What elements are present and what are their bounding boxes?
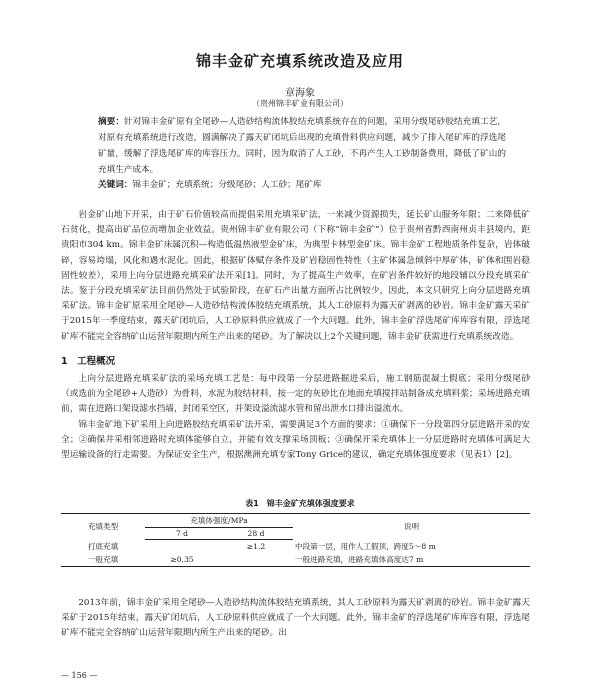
section-heading: 1 工程概况: [61, 356, 116, 367]
keywords-label: 关键词：: [98, 180, 133, 190]
keywords: [98, 178, 506, 192]
table-row: [61, 553, 530, 567]
author-affiliation: （贵州锦丰矿业有限公司）: [252, 99, 348, 108]
table-caption: 表1 锦丰金矿充填体强度要求: [245, 499, 355, 508]
intro-section: [61, 208, 530, 345]
table-cell-7d: [145, 540, 219, 553]
table-header-note: 说明: [293, 514, 530, 540]
table-cell-note: 中段第一层，用作人工假顶，跨度5～8 m: [295, 541, 436, 551]
table-cell-7d: ≥0.35: [145, 553, 219, 567]
page-number: — 156 —: [61, 671, 98, 680]
abstract-label: 摘要：: [98, 117, 125, 127]
table-cell-28d: [219, 553, 293, 567]
body-paragraph: 上向分层进路充填采矿法的采场充填工艺是：每中段第一分层进路掘进采后，施工钢筋混凝土假底；采用分级尾砂（或选前为全尾砂+人造砂）为骨料，水泥为胶结材料，按一定的灰砂比在地面充填搅拌站制备成充填料浆；采场进路充填前，需在进路口架设滤水挡墙，封闭采空区，并架设溢流滤水管和留出泄水口排出溢流水。: [61, 374, 530, 415]
body-paragraph: 锦丰金矿地下矿采用上向进路胶结充填采矿法开采，需要满足3个方面的要求：①确保下一分段第四分层进路开采的安全；②确保井采相邻进路时充填体能够自立，并能有效支撑采场顶板；③确保开采充填体上一分层进路时充填体可满足大型运输设备的行走需要。为保证安全生产，根据澳洲充填专家Tony Grice的建议，确定充填体强度要求（见表1）[2]。: [61, 419, 530, 461]
table-cell-28d: ≥1.2: [246, 541, 266, 551]
table-cell-type: 打底充填: [87, 541, 119, 551]
overview-section: [61, 372, 530, 463]
body-paragraph: 岩金矿山地下开采，由于矿石价值较高而提倡采用充填采矿法，一来减少资源损失，延长矿山服务年限；二来降低矿石贫化，提高出矿品位而增加企业效益。贵州锦丰矿业有限公司（下称“锦丰金矿”）位于贵州省黔西南州贞丰县境内，距贵阳市304 km。锦丰金矿床属沉积—构造低温热液型金矿床，为典型卡林型金矿床。锦丰金矿工程地质条件复杂，岩体破碎，容易垮塌，风化和遇水泥化。因此，根据矿体赋存条件及矿岩稳固性特性（主矿体属急倾斜中厚矿体，矿体和围岩稳固性较差），采用上向分层进路充填采矿法开采[1]。同时，为了提高生产效率，在矿岩条件较好的地段辅以分段充填采矿法。鉴于分段充填采矿法目前仍然处于试验阶段，在矿石产出量方面所占比例较少，因此，本文只研究上向分层进路充填采矿法。锦丰金矿原采用全尾砂—人造砂结构流体胶结充填系统，其人工砂原料为露天矿剥离的砂岩。锦丰金矿露天采矿于2015年一季度结束，露天矿闭坑后，人工砂原料供应就成了一个大问题。此外，锦丰金矿浮选尾矿库库容有限，浮选尾矿库不能完全容纳矿山运营年限期内所生产出来的尾砂。为了解决以上2个关键问题，锦丰金矿获需进行充填系统改造。: [61, 210, 530, 342]
keywords-text: 锦丰金矿；充填系统；分级尾砂；人工砂；尾矿库: [132, 180, 322, 190]
abstract: [98, 114, 506, 178]
paper-title: 锦丰金矿充填系统改造及应用: [195, 52, 404, 70]
table-row: [61, 540, 530, 553]
author-name: 章海象: [285, 88, 315, 99]
table-cell-note: 一般进路充填，进路充填体高度达7 m: [293, 553, 530, 567]
table-header-7d: 7 d: [145, 528, 219, 540]
table-cell-type: 一般充填: [61, 553, 145, 567]
abstract-text: 针对锦丰金矿原有全尾砂—人造砂结构流体胶结充填系统存在的问题，采用分级尾砂胶结充填工艺，对原有充填系统进行改造，圆满解决了露天矿闭坑后出现的充填骨料供应问题，减少了排入尾矿库的浮选尾矿量，缓解了浮选尾矿库的库容压力。同时，因为取消了人工砂，不再产生人工砂制备费用，降低了矿山的充填生产成本。: [98, 117, 506, 175]
strength-table: [61, 513, 530, 567]
table-header-28d: 28 d: [219, 528, 293, 540]
body-paragraph: 2013年前，锦丰金矿采用全尾砂—人造砂结构流体胶结充填系统，其人工砂原料为露天矿剥离的砂岩。锦丰金矿露天采矿于2015年结束，露天矿闭坑后，人工砂原料供应就成了一个大问题。此外，锦丰金矿的浮选尾矿库库容有限，浮选尾矿库不能完全容纳矿山运营年限期内所生产出来的尾砂。出: [61, 598, 530, 639]
table-header-strength: 充填体强度/MPa: [145, 514, 293, 528]
after-table-section: [61, 596, 530, 642]
table-header-type: 充填类型: [61, 514, 145, 540]
